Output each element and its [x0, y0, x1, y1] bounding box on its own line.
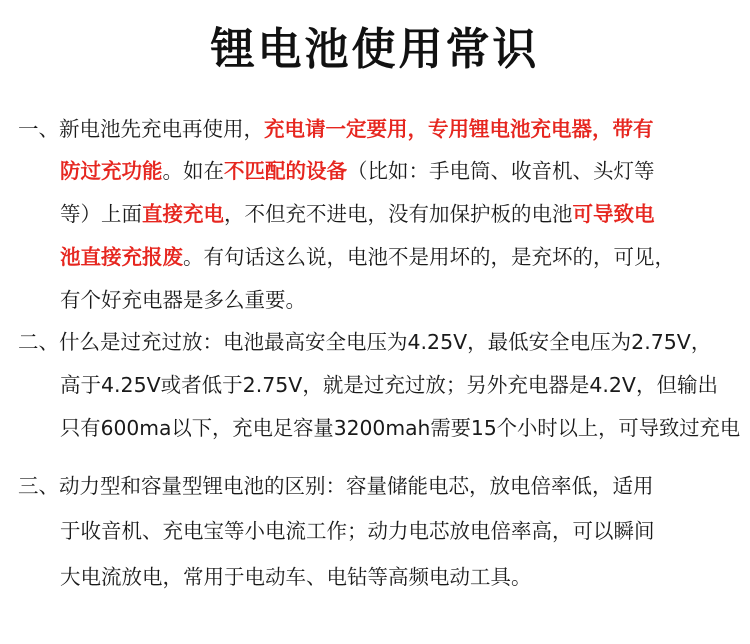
section2-line3: 只有600ma以下，充电足容量3200mah需要15个小时以上，可导致过充电 [60, 416, 741, 440]
section1-line3 [60, 199, 655, 229]
text-segment: 。如在 [162, 159, 224, 183]
section1-line1 [18, 114, 654, 144]
highlight-segment: 不匹配的设备 [224, 159, 347, 183]
highlight-segment: 直接充电 [142, 202, 224, 226]
section2-line1: 二、什么是过充过放：电池最高安全电压为4.25V，最低安全电压为2.75V， [18, 330, 712, 354]
highlight-segment: 池直接充报废 [60, 245, 183, 269]
highlight-segment: 充电请一定要用，专用锂电池充电器，带有 [264, 117, 654, 141]
section1-line2 [60, 156, 655, 186]
section3-line2: 于收音机、充电宝等小电流工作；动力电芯放电倍率高，可以瞬间 [60, 519, 655, 543]
section3-line3: 大电流放电，常用于电动车、电钻等高频电动工具。 [60, 565, 532, 589]
highlight-segment: 防过充功能 [60, 159, 163, 183]
text-segment: 有个好充电器是多么重要。 [60, 288, 306, 312]
section1-line5 [60, 285, 306, 315]
section3-line1: 三、动力型和容量型锂电池的区别：容量储能电芯，放电倍率低，适用 [18, 474, 654, 498]
text-segment: ，不但充不进电，没有加保护板的电池 [224, 202, 573, 226]
text-segment: （比如：手电筒、收音机、头灯等 [347, 159, 655, 183]
section1-line4 [60, 242, 675, 272]
highlight-segment: 可导致电 [572, 202, 655, 226]
text-segment: 等）上面 [60, 202, 142, 226]
section2-line2: 高于4.25V或者低于2.75V，就是过充过放；另外充电器是4.2V，但输出 [60, 373, 718, 397]
page-title: 锂电池使用常识 [210, 24, 540, 75]
text-segment: 一、新电池先充电再使用， [18, 117, 264, 141]
text-segment: 。有句话这么说，电池不是用坏的，是充坏的，可见， [183, 245, 675, 269]
